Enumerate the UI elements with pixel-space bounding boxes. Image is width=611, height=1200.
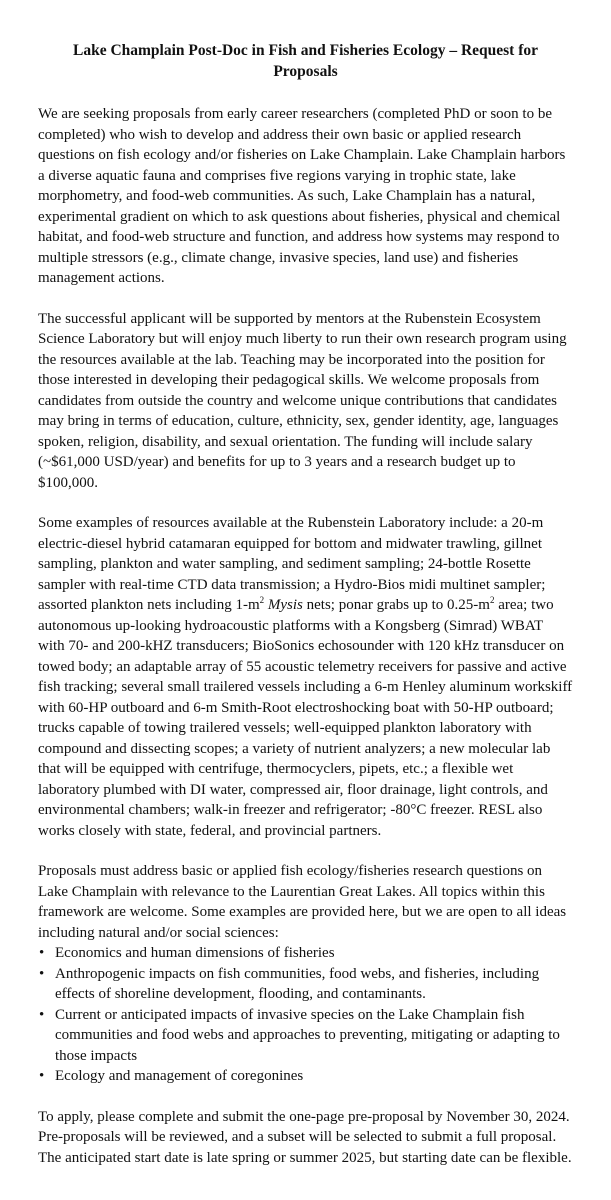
apply-paragraph: To apply, please complete and submit the one-page pre-proposal by November 30, 2024. Pre-proposals will be reviewed, and a subset will be selected to submit a full proposal. The anticipated start date is late spring or summer 2025, but starting date can be flexible. xyxy=(38,1108,572,1166)
topic-item: • Current or anticipated impacts of invasive species on the Lake Champlain fish communities and food webs and approaches to preventing, mitigating or adapting to those impacts xyxy=(38,1005,573,1067)
superscript-2: 2 xyxy=(489,595,495,605)
proposals-paragraph: Proposals must address basic or applied fish ecology/fisheries research questions on Lake Champlain with relevance to the Laurentian Great Lakes. All topics within this framework are welcome. Some examples are provided here, but we are open to all ideas including natural and/or social sciences: xyxy=(38,863,567,941)
intro-paragraph: We are seeking proposals from early career researchers (completed PhD or soon to be completed) who wish to develop and address their own basic or applied research questions on fish ecology and/or fisheries on Lake Champlain. Lake Champlain harbors a diverse aquatic fauna and comprises five regions varying in trophic state, lake morphometry, and food-web communities. As such, Lake Champlain has a natural, experimental gradient on which to ask questions about fisheries, physical and chemical habitat, and food-web structure and function, and address how systems may respond to multiple stressors (e.g., climate change, invasive species, land use) and fisheries management actions. xyxy=(38,106,566,286)
resources-text-3: area; two autonomous up-looking hydroacoustic platforms with a Kongsberg (Simrad) WBAT with 70- and 200-kHZ transducers; BioSonics echosounder with 120 kHz transducer on towed body; an adaptable array of 55 acoustic telemetry receivers for passive and active fish tracking; several small trailered vessels including a 6-m Henley aluminum workskiff with 60-HP outboard and 6-m Smith-Root electroshocking boat with 50-HP outboard; trucks capable of towing trailered vessels; well-equipped plankton laboratory with compound and dissecting scopes; a variety of nutrient analyzers; a new molecular lab that will be equipped with centrifuge, thermocyclers, pipets, etc.; a flexible wet laboratory plumbed with DI water, compressed air, floor drainage, light controls, and environmental chambers; walk-in freezer and refrigerator; -80°C freezer. RESL also works closely with state, federal, and provincial partners. xyxy=(38,597,573,839)
topic-item: • Ecology and management of coregonines xyxy=(38,1066,573,1087)
topic-list xyxy=(38,943,573,1087)
resources-text-2: nets; ponar grabs up to 0.25-m xyxy=(302,597,490,613)
topic-item: • Economics and human dimensions of fisheries xyxy=(38,943,573,964)
resources-text-1: Some examples of resources available at the Rubenstein Laboratory include: a 20-m electric-diesel hybrid catamaran equipped for bottom and midwater trawling, gillnet sampling, plankton and water sampling, and sediment sampling; 24-bottle Rosette sampler with real-time CTD data transmission; a Hydro-Bios midi multinet sampler; assorted plankton nets including 1-m xyxy=(38,515,546,613)
mysis-italic: Mysis xyxy=(267,597,303,613)
support-paragraph: The successful applicant will be supported by mentors at the Rubenstein Ecosystem Science Laboratory but will enjoy much liberty to run their own research program using the resources available at the lab. Teaching may be incorporated into the position for those interested in developing their pedagogical skills. We welcome proposals from candidates from outside the country and welcome unique contributions that candidates may bring in terms of education, culture, ethnicity, sex, gender identity, age, languages spoken, religion, disability, and sexual orientation. The funding will include salary (~$61,000 USD/year) and benefits for up to 3 years and a research budget up to $100,000. xyxy=(38,310,567,491)
document-title: Lake Champlain Post-Doc in Fish and Fisheries Ecology – Request for Proposals xyxy=(72,42,538,80)
superscript-2: 2 xyxy=(259,595,265,605)
resources-paragraph xyxy=(38,513,573,841)
topic-item: • Anthropogenic impacts on fish communities, food webs, and fisheries, including effects of shoreline development, flooding, and contaminants. xyxy=(38,964,573,1005)
